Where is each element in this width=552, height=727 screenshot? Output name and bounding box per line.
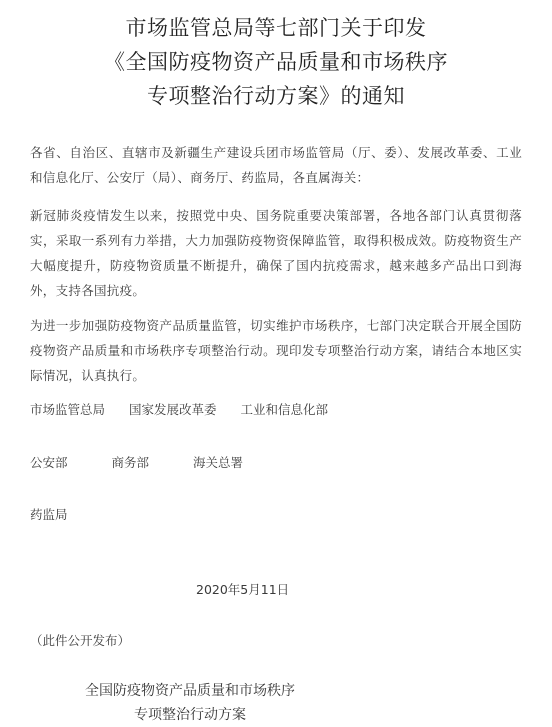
publication-note: （此件公开发布） (30, 633, 131, 648)
signers-row-1 (30, 400, 328, 420)
body-paragraph-background: 新冠肺炎疫情发生以来，按照党中央、国务院重要决策部署，各地各部门认真贯彻落实，采取一系列有力举措，大力加强防疫物资保障监管，取得积极成效。防疫物资生产大幅度提升，防疫物资质量不断提升，确保了国内抗疫需求，越来越多产品出口到海外，支持各国抗疫。 (30, 208, 522, 298)
signer-mofcom: 商务部 (111, 455, 150, 470)
attachment-title-line-1: 全国防疫物资产品质量和市场秩序 (85, 683, 295, 699)
signer-mps: 公安部 (30, 455, 68, 470)
signer-customs: 海关总署 (193, 455, 244, 470)
signer-ndrc: 国家发展改革委 (129, 402, 217, 417)
body-paragraph-notice: 为进一步加强防疫物资产品质量监管，切实维护市场秩序，七部门决定联合开展全国防疫物资产品质量和市场秩序专项整治行动。现印发专项整治行动方案，请结合本地区实际情况，认真执行。 (30, 318, 522, 383)
document-title-line-2: 《全国防疫物资产品质量和市场秩序 (104, 50, 448, 74)
signer-nmpa: 药监局 (30, 507, 68, 522)
addressee-paragraph: 各省、自治区、直辖市及新疆生产建设兵团市场监管局（厅、委）、发展改革委、工业和信息化厅、公安厅（局）、商务厅、药监局，各直属海关： (30, 145, 522, 185)
attachment-title-line-2: 专项整治行动方案 (134, 707, 246, 723)
signers-row-3 (30, 505, 68, 525)
signer-miit: 工业和信息化部 (240, 402, 329, 417)
signers-row-2 (30, 453, 243, 473)
signer-samr: 市场监管总局 (30, 402, 106, 417)
document-title-line-1: 市场监管总局等七部门关于印发 (125, 16, 427, 40)
document-title-line-3: 专项整治行动方案》的通知 (147, 84, 405, 108)
issue-date: 2020年5月11日 (196, 582, 290, 597)
